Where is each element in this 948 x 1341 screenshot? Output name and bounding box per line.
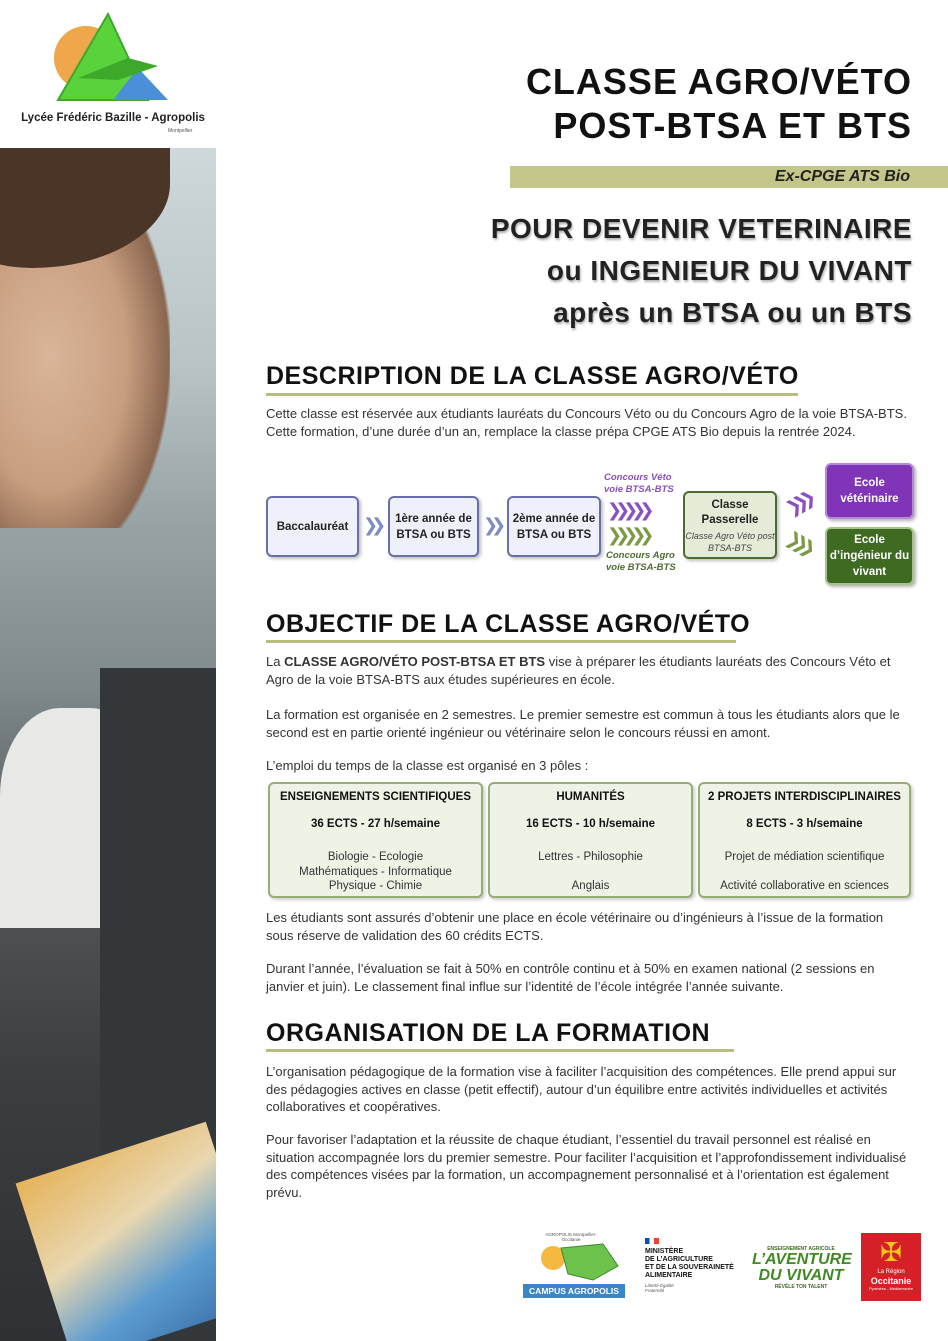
- flow-arrow-to-vet: ❯❯❯: [782, 489, 814, 519]
- objectif-p5: Durant l’année, l’évaluation se fait à 50% en contrôle continu et à 50% en examen national (2 sessions en janvier et juin). Le classement final influe sur l’identité de l’école intégrée l’année suivante.: [266, 961, 875, 994]
- page-subtitle: POUR DEVENIR VETERINAIRE ou INGENIEUR DU VIVANT après un BTSA ou un BTS: [490, 213, 912, 328]
- flow-passerelle: [683, 491, 777, 559]
- lycee-logo: [18, 8, 208, 138]
- ex-cpge-bar: [510, 166, 948, 188]
- campus-agropolis-logo: AGROPOLIS Montpellier-Occitanie CAMPUS AGROPOLIS: [523, 1232, 625, 1298]
- organisation-heading: ORGANISATION DE LA FORMATION: [266, 1019, 711, 1047]
- flow-arrow-to-ing: ❯❯❯: [782, 527, 814, 557]
- pole-humanites: HUMANITÉS 16 ECTS - 10 h/semaine Lettres - Philosophie Anglais: [488, 782, 693, 898]
- region-occitanie-logo: ✠ La Région Occitanie Pyrénées - Méditerranée: [861, 1233, 921, 1301]
- ecole-ingenieur: Ecole d’ingénieur du vivant: [825, 527, 914, 585]
- lycee-city: Montpellier: [168, 128, 193, 134]
- student-photo: [0, 148, 216, 1341]
- objectif-p4: Les étudiants sont assurés d’obtenir une place en école vétérinaire ou d’ingénieurs à l’issue de la formation sous réserve de validation des 60 crédits ECTS.: [266, 910, 884, 943]
- ex-cpge-label: Ex-CPGE ATS Bio: [774, 168, 910, 185]
- aventure-du-vivant-logo: ENSEIGNEMENT AGRICOLE L’AVENTURE DU VIVANT RÉVÈLE TON TALENT: [752, 1246, 852, 1290]
- veto-route-label: Concours Véto voie BTSA-BTS: [604, 472, 674, 495]
- occitan-cross-icon: ✠: [880, 1237, 902, 1267]
- passerelle-sub: Classe Agro Véto post BTSA-BTS: [685, 531, 775, 553]
- flow-arrow-1: ❯❯: [363, 515, 380, 535]
- organisation-p2: Pour favoriser l’adaptation et la réussite de chaque étudiant, l’essentiel du travail personnel est réalisé en situation accompagnée lors du premier semestre. Pour faciliter l’acquisition et l’approfondissement individualisé des compétences visées par la formation, un accompagnement personnalisé et à l’orientation est également prévu.: [266, 1132, 907, 1200]
- ministere-logo: MINISTÈRE DE L’AGRICULTURE ET DE LA SOUVERAINETÉ ALIMENTAIRE Liberté Égalité Fraternité: [645, 1238, 737, 1298]
- flow-bac: Baccalauréat: [266, 496, 359, 557]
- ecole-veterinaire: Ecole vétérinaire: [825, 463, 914, 519]
- flow-year2: 2ème année de BTSA ou BTS: [507, 496, 601, 557]
- passerelle-title: Classe Passerelle: [701, 499, 759, 526]
- flow-arrow-2: ❯❯: [483, 515, 500, 535]
- description-text: Cette classe est réservée aux étudiants lauréats du Concours Véto ou du Concours Agro de la voie BTSA-BTS. Cette formation, d’une durée d’un an, remplace la classe prépa CPGE ATS Bio depuis la rentrée 2024.: [266, 406, 907, 439]
- objectif-p3: L’emploi du temps de la classe est organisé en 3 pôles :: [266, 758, 589, 773]
- pole-projets: 2 PROJETS INTERDISCIPLINAIRES 8 ECTS - 3 h/semaine Projet de médiation scientifique Activité collaborative en sciences: [698, 782, 911, 898]
- lycee-name: Lycée Frédéric Bazille - Agropolis: [21, 112, 205, 124]
- pole-scientifique: ENSEIGNEMENTS SCIENTIFIQUES 36 ECTS - 27 h/semaine Biologie - Ecologie Mathématiques - Informatique Physique - Chimie: [268, 782, 483, 898]
- objectif-p1: La CLASSE AGRO/VÉTO POST-BTSA ET BTS vise à préparer les étudiants lauréats des Concours Véto et Agro de la voie BTSA-BTS aux études supérieures en école.: [266, 654, 891, 687]
- agro-route-label: Concours Agro voie BTSA-BTS: [606, 550, 676, 573]
- description-heading: DESCRIPTION DE LA CLASSE AGRO/VÉTO: [266, 362, 799, 390]
- flow-arrow-veto: ❯❯❯❯❯: [607, 500, 648, 520]
- page-title: CLASSE AGRO/VÉTO POST-BTSA ET BTS: [525, 61, 912, 146]
- flow-arrow-agro: ❯❯❯❯❯: [607, 525, 648, 545]
- organisation-p1: L’organisation pédagogique de la formation vise à faciliter l’acquisition des compétences. Elle prend appui sur des pédagogies actives en classe (petit effectif), autour d’un équilibre entre activités individuelles et activités collaboratives et coopératives.: [266, 1064, 897, 1114]
- description-underline: [266, 393, 798, 396]
- objectif-underline: [266, 640, 736, 643]
- flow-year1: 1ère année de BTSA ou BTS: [388, 496, 479, 557]
- objectif-p2: La formation est organisée en 2 semestres. Le premier semestre est commun à tous les étudiants alors que le second est en partie orienté ingénieur ou vétérinaire selon le concours réussi en amont.: [266, 707, 900, 740]
- objectif-heading: OBJECTIF DE LA CLASSE AGRO/VÉTO: [266, 610, 751, 638]
- organisation-underline: [266, 1049, 734, 1052]
